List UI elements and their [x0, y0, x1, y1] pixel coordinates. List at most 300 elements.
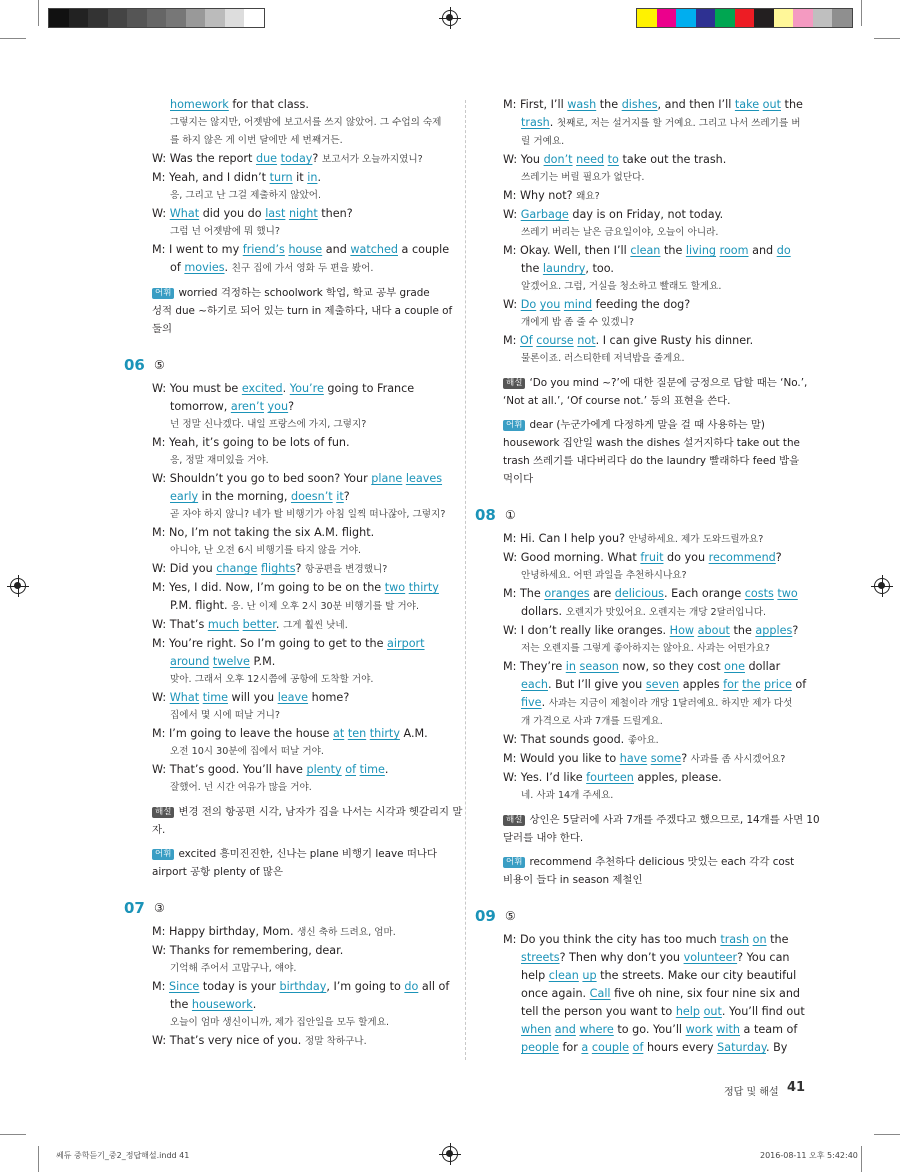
answer-word: for: [723, 678, 739, 691]
question-header: [475, 901, 803, 931]
note-line: [503, 434, 803, 452]
dialogue-text: did you do: [199, 207, 266, 220]
answer-word: Saturday: [717, 1041, 766, 1054]
dialogue-text: in the morning,: [198, 490, 291, 503]
question-number: 09: [475, 907, 496, 925]
dialogue-text: . You’ll find out: [721, 1005, 805, 1018]
right-column: [475, 96, 820, 1057]
note-text: excited 흥미진진한, 신나는 plane 비행기 leave 떠나다: [178, 848, 437, 860]
dialogue-text: W: Shouldn’t you go to bed soon? Your: [152, 472, 372, 485]
dialogue-line: [152, 579, 464, 597]
dialogue-text: . But I’ll give you: [547, 678, 646, 691]
registration-mark-top-icon: [442, 10, 458, 26]
dialogue-line: [503, 1003, 803, 1021]
dialogue-text: .: [282, 382, 290, 395]
calibration-swatch: [657, 9, 677, 27]
question-number: 07: [124, 899, 145, 917]
answer-word: room: [719, 244, 749, 257]
inline-translation: 친구 집에 가서 영화 두 편을 봤어.: [231, 263, 374, 274]
dialogue-text: W: Good morning. What: [503, 551, 641, 564]
dialogue-text: .: [275, 618, 283, 631]
answer-word: with: [716, 1023, 740, 1036]
dialogue-text: ?: [681, 752, 691, 765]
answer-word: Call: [589, 987, 611, 1000]
registration-mark-left-icon: [10, 578, 26, 594]
explanation-badge: 해설: [152, 807, 174, 818]
answer-word: seven: [645, 678, 680, 691]
answer-word: not: [577, 334, 596, 347]
answer-word: five: [521, 696, 542, 709]
dialogue-line: [152, 653, 464, 671]
dialogue-line: [503, 658, 803, 676]
translation-line: 그렇지는 않지만, 어젯밤에 보고서를 쓰지 않았어. 그 수업의 숙제: [170, 117, 442, 128]
dialogue-text: M: Hi. Can I help you?: [503, 532, 629, 545]
answer-word: couple: [591, 1041, 630, 1054]
calibration-swatch: [735, 9, 755, 27]
dialogue-line: [152, 205, 464, 223]
dialogue-text: the: [170, 998, 192, 1011]
dialogue-text: W: You must be: [152, 382, 242, 395]
translation-line: 개 가격으로 사과 7개를 드릴게요.: [521, 716, 663, 727]
translation-line: 곧 자야 하지 않니? 네가 탈 비행기가 아침 일찍 떠나잖아, 그렇지?: [170, 509, 446, 520]
answer-word: today: [280, 152, 313, 165]
dialogue-line: [152, 725, 464, 743]
answer-word: you: [539, 298, 561, 311]
calibration-swatch: [186, 9, 206, 27]
answer-word: living: [685, 244, 717, 257]
dialogue-text: P.M. flight.: [170, 599, 232, 612]
calibration-swatch: [166, 9, 186, 27]
note-text: 먹이다: [503, 473, 534, 485]
dialogue-text: today is your: [199, 980, 280, 993]
answer-word: wash: [567, 98, 597, 111]
answer-word: out: [703, 1005, 722, 1018]
note-line: [503, 829, 803, 847]
dialogue-text: for: [558, 1041, 582, 1054]
dialogue-line: [152, 380, 464, 398]
dialogue-text: to go. You’ll: [613, 1023, 686, 1036]
note-line: [152, 302, 464, 320]
translation-line: 집에서 몇 시에 떠날 거니?: [170, 710, 280, 721]
dialogue-line: [152, 942, 464, 960]
dialogue-text: M:: [503, 334, 520, 347]
translation-line: 오전 10시 30분에 집에서 떠날 거야.: [170, 746, 324, 757]
explanation-note: [503, 374, 808, 410]
dialogue-text: ?: [775, 551, 782, 564]
answer-word: much: [207, 618, 240, 631]
explanation-note: [503, 811, 820, 847]
dialogue-line: [503, 1039, 803, 1057]
footer-file-slug: 쎄듀 중학듣기_중2_정답해설.indd 41: [56, 1151, 190, 1160]
dialogue-text: W:: [152, 207, 170, 220]
dialogue-line: [152, 1032, 464, 1051]
answer-word: and: [554, 1023, 576, 1036]
dialogue-text: .: [541, 696, 549, 709]
calibration-swatch: [127, 9, 147, 27]
note-line: [503, 374, 808, 392]
translation-line: 안녕하세요. 어떤 과일을 추천하시나요?: [521, 570, 687, 581]
dialogue-text: M: First, I’ll: [503, 98, 568, 111]
dialogue-line: [503, 530, 803, 549]
answer-word: How: [669, 624, 695, 637]
dialogue-line: [503, 603, 803, 622]
note-text: 달러를 내야 한다.: [503, 832, 584, 844]
answer-word: the: [742, 678, 761, 691]
column-divider: [465, 100, 466, 1060]
answer-word: in: [307, 171, 318, 184]
translation-line: 응, 그리고 난 그걸 제출하지 않았어.: [170, 190, 322, 201]
answer-word: due: [255, 152, 278, 165]
dialogue-text: ? Then why don’t you: [559, 951, 684, 964]
answer-choice: ①: [505, 508, 516, 522]
answer-word: do: [404, 980, 419, 993]
answer-word: a: [581, 1041, 589, 1054]
dialogue-text: .: [252, 998, 257, 1011]
note-line: [152, 821, 464, 839]
translation-line: 를 하지 않은 게 이번 달에만 세 번째거든.: [170, 135, 343, 146]
calibration-swatch: [637, 9, 657, 27]
answer-word: volunteer: [683, 951, 738, 964]
answer-word: where: [579, 1023, 614, 1036]
crop-mark: [38, 1146, 39, 1172]
note-text: 성적 due ~하기로 되어 있는 turn in 제출하다, 내다 a couple of: [152, 305, 453, 317]
dialogue-text: five oh nine, six four nine six and: [610, 987, 801, 1000]
answer-word: Do: [520, 298, 537, 311]
dialogue-line: [503, 260, 803, 278]
dialogue-line: [152, 996, 464, 1014]
dialogue-line: [503, 206, 803, 224]
question-header: [475, 500, 803, 530]
dialogue-line: [503, 96, 803, 114]
dialogue-text: ?: [343, 490, 350, 503]
calibration-swatch: [696, 9, 716, 27]
vocabulary-note: [152, 845, 464, 881]
translation-line: 아니야, 난 오전 6시 비행기를 타지 않을 거야.: [170, 545, 362, 556]
vocabulary-badge: 어휘: [503, 857, 525, 868]
dialogue-text: M: I went to my: [152, 243, 243, 256]
dialogue-line: [503, 731, 803, 750]
dialogue-text: M: Yeah, it’s going to be lots of fun.: [152, 436, 350, 449]
dialogue-line: [503, 296, 803, 314]
answer-word: recommend: [708, 551, 776, 564]
dialogue-text: tomorrow,: [170, 400, 231, 413]
calibration-swatch: [205, 9, 225, 27]
dialogue-text: then?: [317, 207, 353, 220]
answer-word: don’t: [543, 153, 573, 166]
answer-word: What: [169, 691, 200, 704]
dialogue-line: [503, 931, 803, 949]
answer-word: fourteen: [586, 771, 634, 784]
answer-word: better: [242, 618, 276, 631]
answer-word: two: [384, 581, 406, 594]
answer-word: leaves: [405, 472, 443, 485]
answer-word: two: [777, 587, 798, 600]
answer-word: turn: [269, 171, 293, 184]
dialogue-text: W: That sounds good.: [503, 733, 628, 746]
note-line: [503, 871, 803, 889]
dialogue-line: [152, 616, 464, 635]
dialogue-text: . I can give Rusty his dinner.: [595, 334, 754, 347]
answer-choice: ③: [154, 901, 165, 915]
inline-translation: 안녕하세요. 제가 도와드릴까요?: [628, 534, 764, 545]
answer-word: homework: [170, 98, 229, 111]
answer-word: watched: [350, 243, 398, 256]
dialogue-line: [503, 549, 803, 567]
answer-word: about: [697, 624, 730, 637]
crop-mark: [0, 38, 26, 39]
answer-word: take: [734, 98, 760, 111]
dialogue-line: [152, 434, 464, 452]
color-calibration-bar: [636, 8, 853, 28]
answer-word: twelve: [212, 655, 250, 668]
dialogue-text: . Each orange: [664, 587, 745, 600]
dialogue-line: [503, 151, 803, 169]
answer-word: friend’s: [242, 243, 285, 256]
answer-word: Since: [168, 980, 200, 993]
translation-line: 잘했어. 넌 시간 여유가 많을 거야.: [170, 782, 312, 793]
note-text: ‘Not at all.’, ‘Of course not.’ 등의 표현을 쓴다.: [503, 395, 731, 407]
dialogue-text: .: [549, 116, 557, 129]
translation-line: 오늘이 엄마 생신이니까, 제가 집안일을 모두 할게요.: [170, 1017, 390, 1028]
dialogue-text: feeding the dog?: [592, 298, 691, 311]
vocabulary-badge: 어휘: [503, 420, 525, 431]
dialogue-text: the: [781, 98, 803, 111]
dialogue-text: , and then I’ll: [657, 98, 735, 111]
note-text: trash 쓰레기를 내다버리다 do the laundry 빨래하다 feed 밥을: [503, 455, 800, 467]
dialogue-text: of: [170, 261, 185, 274]
dialogue-text: the: [521, 262, 543, 275]
note-line: [503, 416, 803, 434]
answer-word: time: [359, 763, 385, 776]
dialogue-text: the streets. Make our city beautiful: [596, 969, 797, 982]
note-line: [152, 863, 464, 881]
dialogue-text: of: [791, 678, 807, 691]
dialogue-text: the: [660, 244, 686, 257]
answer-word: night: [288, 207, 318, 220]
answer-word: oranges: [544, 587, 590, 600]
answer-word: one: [724, 660, 745, 673]
dialogue-text: A.M.: [399, 727, 428, 740]
translation-line: 맞아. 그래서 오후 12시쯤에 공항에 도착할 거야.: [170, 674, 374, 685]
inline-translation: 생신 축하 드려요, 엄마.: [297, 927, 396, 938]
dialogue-text: day is on Friday, not today.: [568, 208, 724, 221]
answer-word: laundry: [542, 262, 586, 275]
dialogue-text: a team of: [740, 1023, 798, 1036]
dialogue-text: M: Happy birthday, Mom.: [152, 925, 298, 938]
note-text: dear (누군가에게 다정하게 말을 걸 때 사용하는 말): [529, 419, 765, 431]
answer-word: clean: [630, 244, 661, 257]
answer-word: plane: [371, 472, 403, 485]
note-text: worried 걱정하는 schoolwork 학업, 학교 공부 grade: [178, 287, 430, 299]
dialogue-line: [152, 150, 464, 169]
answer-word: trash: [720, 933, 750, 946]
answer-word: ten: [347, 727, 367, 740]
left-column: [124, 96, 464, 1051]
note-text: 둘의: [152, 323, 173, 335]
dialogue-line: [503, 114, 803, 133]
dialogue-text: M: No, I’m not taking the six A.M. flight.: [152, 526, 375, 539]
answer-word: on: [752, 933, 767, 946]
dialogue-text: W: Yes. I’d like: [503, 771, 587, 784]
dialogue-text: do you: [663, 551, 709, 564]
answer-word: time: [202, 691, 228, 704]
dialogue-text: W: Was the report: [152, 152, 256, 165]
calibration-swatch: [69, 9, 89, 27]
dialogue-text: W: You: [503, 153, 544, 166]
answer-word: aren’t: [230, 400, 264, 413]
answer-word: price: [764, 678, 792, 691]
dialogue-line: [152, 241, 464, 259]
answer-word: house: [288, 243, 323, 256]
dialogue-text: M: Would you like to: [503, 752, 620, 765]
dialogue-line: [503, 967, 803, 985]
answer-word: need: [576, 153, 605, 166]
dialogue-text: P.M.: [249, 655, 276, 668]
registration-mark-right-icon: [874, 578, 890, 594]
dialogue-text: ? You can: [737, 951, 790, 964]
dialogue-text: apples, please.: [633, 771, 722, 784]
answer-word: have: [619, 752, 648, 765]
inline-translation: 항공편을 변경했니?: [305, 564, 388, 575]
answer-word: delicious: [614, 587, 665, 600]
calibration-swatch: [774, 9, 794, 27]
translation-line: 기억해 주어서 고맙구나, 얘야.: [170, 963, 297, 974]
dialogue-text: for that class.: [228, 98, 309, 111]
dialogue-text: apples: [679, 678, 724, 691]
answer-word: up: [582, 969, 597, 982]
dialogue-text: W:: [152, 691, 170, 704]
dialogue-line: [152, 923, 464, 942]
answer-word: at: [333, 727, 345, 740]
dialogue-text: take out the trash.: [618, 153, 727, 166]
dialogue-text: W: Thanks for remembering, dear.: [152, 944, 344, 957]
dialogue-text: ?: [312, 152, 322, 165]
answer-word: leave: [277, 691, 309, 704]
gray-calibration-bar: [48, 8, 265, 28]
answer-word: What: [169, 207, 200, 220]
dialogue-text: W: That’s good. You’ll have: [152, 763, 307, 776]
dialogue-line: [152, 524, 464, 542]
answer-word: out: [762, 98, 781, 111]
dialogue-text: dollars.: [521, 605, 566, 618]
answer-word: of: [632, 1041, 644, 1054]
dialogue-text: going to France: [323, 382, 415, 395]
dialogue-text: M: I’m going to leave the house: [152, 727, 333, 740]
note-line: [152, 845, 464, 863]
calibration-swatch: [244, 9, 264, 27]
dialogue-text: W: That’s very nice of you.: [152, 1034, 305, 1047]
translation-line: 개에게 밥 좀 줄 수 있겠니?: [521, 317, 635, 328]
dialogue-line: [503, 585, 803, 603]
dialogue-text: W: Did you: [152, 562, 217, 575]
answer-word: airport: [387, 637, 425, 650]
crop-mark: [861, 1146, 862, 1172]
calibration-swatch: [793, 9, 813, 27]
dialogue-line: [503, 332, 803, 350]
inline-translation: 첫째로, 저는 설거지를 할 거예요. 그리고 나서 쓰레기를 버: [556, 118, 801, 129]
note-line: [152, 320, 464, 338]
answer-word: last: [265, 207, 286, 220]
translation-line: 알겠어요. 그럼, 거실을 청소하고 빨래도 할게요.: [521, 281, 722, 292]
dialogue-text: once again.: [521, 987, 590, 1000]
answer-word: mind: [563, 298, 593, 311]
inline-translation: 응. 난 이제 오후 2시 30분 비행기를 탈 거야.: [231, 601, 419, 612]
dialogue-text: M:: [152, 980, 169, 993]
crop-mark: [0, 1134, 26, 1135]
dialogue-line: [503, 187, 803, 206]
translation-line: 네. 사과 14개 주세요.: [521, 790, 614, 801]
answer-word: streets: [521, 951, 560, 964]
answer-word: apples: [755, 624, 793, 637]
answer-word: to: [607, 153, 619, 166]
calibration-swatch: [49, 9, 69, 27]
dialogue-text: , too.: [585, 262, 614, 275]
footer-section-label: 정답 및 해설: [724, 1087, 779, 1098]
answer-word: dishes: [621, 98, 658, 111]
answer-word: flights: [260, 562, 296, 575]
answer-word: change: [216, 562, 258, 575]
dialogue-text: , I’m going to: [326, 980, 405, 993]
dialogue-text: M: Yes, I did. Now, I’m going to be on the: [152, 581, 385, 594]
dialogue-text: .: [384, 763, 389, 776]
note-text: 자.: [152, 824, 166, 836]
dialogue-line: [152, 761, 464, 779]
dialogue-text: and: [322, 243, 351, 256]
dialogue-line: [152, 398, 464, 416]
dialogue-text: all of: [418, 980, 450, 993]
crop-mark: [874, 38, 900, 39]
inline-translation: 사과를 좀 사시겠어요?: [690, 754, 786, 765]
note-line: [503, 392, 803, 410]
dialogue-line: [152, 96, 464, 114]
footer-timestamp: 2016-08-11 오후 5:42:40: [760, 1151, 858, 1160]
dialogue-text: M: Yeah, and I didn’t: [152, 171, 270, 184]
answer-word: You’re: [289, 382, 324, 395]
inline-translation: 그게 훨씬 낫네.: [282, 620, 348, 631]
dialogue-text: it: [292, 171, 308, 184]
note-text: airport 공항 plenty of 많은: [152, 866, 283, 878]
dialogue-line: [152, 597, 464, 616]
dialogue-text: dollar: [745, 660, 781, 673]
answer-word: do: [776, 244, 791, 257]
explanation-note: [152, 803, 464, 839]
answer-word: it: [336, 490, 344, 503]
answer-word: of: [345, 763, 357, 776]
answer-word: fruit: [640, 551, 664, 564]
translation-line: 쓰레기 버리는 날은 금요일이야, 오늘이 아니라.: [521, 227, 719, 238]
crop-mark: [38, 0, 39, 26]
question-number: 06: [124, 356, 145, 374]
page-number: 41: [787, 1080, 806, 1095]
translation-line: 응, 정말 재미있을 거야.: [170, 455, 269, 466]
dialogue-text: W: That’s: [152, 618, 208, 631]
dialogue-text: M: The: [503, 587, 545, 600]
answer-word: doesn’t: [290, 490, 333, 503]
translation-line: 넌 정말 신나겠다. 내일 프랑스에 가지, 그렇지?: [170, 419, 367, 430]
answer-word: movies: [184, 261, 225, 274]
answer-word: thirty: [408, 581, 439, 594]
answer-word: people: [521, 1041, 559, 1054]
note-text: ‘Do you mind ~?’에 대한 질문에 긍정으로 답할 때는 ‘No.’,: [529, 377, 808, 389]
dialogue-text: help: [521, 969, 549, 982]
inline-translation: 보고서가 오늘까지였니?: [321, 154, 423, 165]
dialogue-text: W: I don’t really like oranges.: [503, 624, 670, 637]
dialogue-text: ?: [792, 624, 799, 637]
inline-translation: 왜요?: [576, 191, 600, 202]
answer-word: trash: [521, 116, 550, 129]
dialogue-text: M: Why not?: [503, 189, 577, 202]
vocabulary-note: [503, 416, 803, 488]
